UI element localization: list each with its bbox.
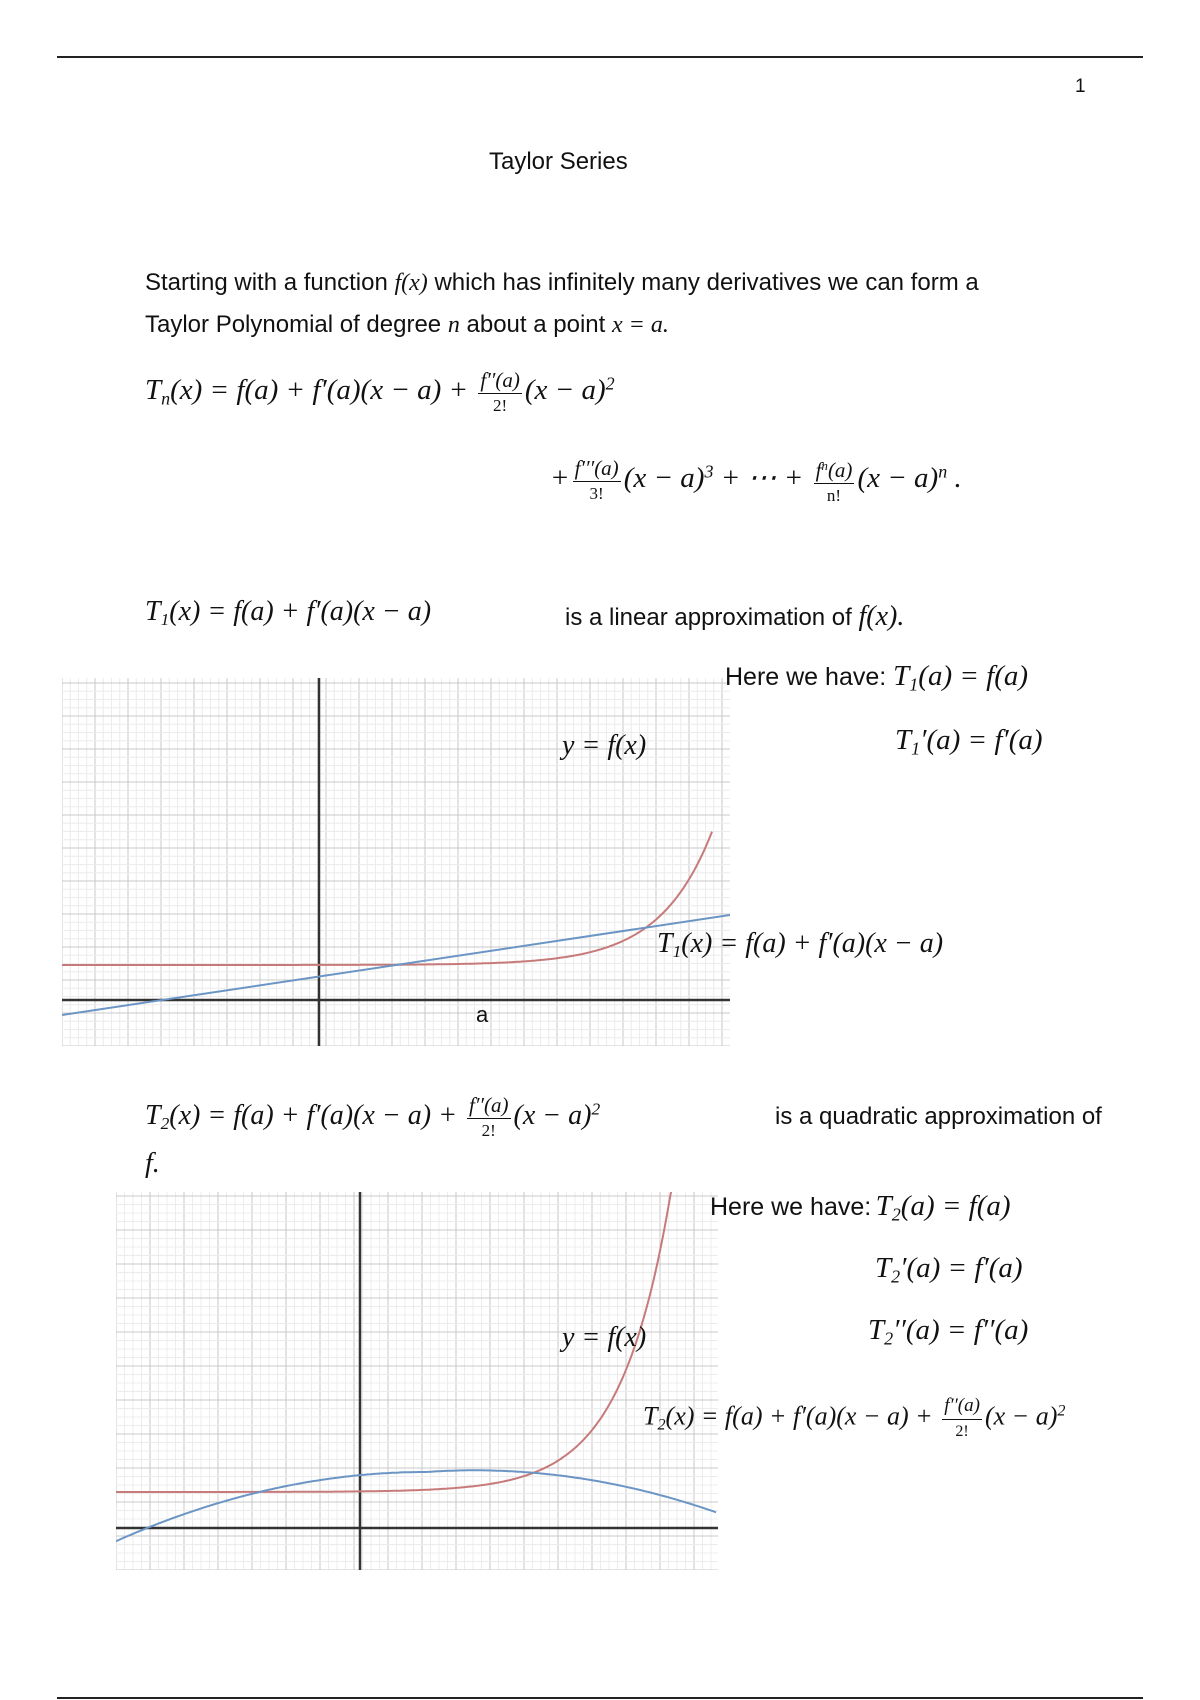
third-derivative-fraction: $\frac{f'''(a)}{3!}$ (574, 456, 619, 504)
nth-derivative-fraction: $\frac{f^n(a)}{n!}$ (814, 454, 855, 507)
page-title: Taylor Series (489, 148, 628, 175)
graph2-curve-label: y = f(x) (562, 1322, 647, 1353)
intro-paragraph (145, 262, 979, 346)
quadratic-approx-formula: $T_2(x) = f(a) + f'(a)(x - a)$ + $\frac{f''(a)}{2!}$ $(x - a)^2$ (145, 1093, 601, 1140)
graph2-approx-label: $T_2(x) = f(a) + f'(a)(x - a)$ + $\frac{f''(a)}{2!}$ $(x - a)^2$ (643, 1395, 1066, 1440)
graph1-tangent-label: $T_1(x) = f(a) + f'(a)(x - a)$ (657, 928, 944, 962)
page-number: 1 (1075, 76, 1086, 97)
graph1-curve-label: y = f(x) (562, 730, 647, 761)
quadratic-condition-derivative: $T_2'(a) = f'(a)$ (875, 1252, 1023, 1287)
intro-line-2: Taylor Polynomial of degree n about a point x = a. (145, 311, 669, 338)
taylor-formula-line-2: + $\frac{f'''(a)}{3!}$ $(x - a)^3$ + ⋯ + $\frac{f^n(a)}{n!}$ $(x - a)^n$ . (550, 454, 962, 507)
bottom-rule (57, 1697, 1143, 1699)
linear-approx-formula: $T_1(x) = f(a) + f'(a)(x - a)$ (145, 596, 432, 630)
linear-condition-derivative: $T_1'(a) = f'(a)$ (895, 724, 1043, 759)
quadratic-desc-f: f. (145, 1148, 160, 1179)
grid (116, 1192, 718, 1570)
quadratic-conditions: Here we have: $T_2(a) = f(a)$ (710, 1190, 1011, 1225)
top-rule (57, 56, 1143, 58)
quadratic-approximation-graph (116, 1192, 718, 1570)
linear-approx-description: is a linear approximation of f(x). (565, 601, 905, 632)
graph1-point-label: a (476, 1002, 489, 1027)
quadratic-condition-second-derivative: $T_2''(a) = f''(a)$ (868, 1314, 1029, 1349)
quadratic-approx-description: is a quadratic approximation of (775, 1103, 1102, 1130)
taylor-formula-line-1: $T_n(x) = f(a) + f'(a)(x - a)$ + $\frac{f''(a)}{2!}$ $(x - a)^2$ (145, 368, 615, 415)
intro-line-1: Starting with a function f(x) which has infinitely many derivatives we can form a (145, 269, 979, 296)
linear-conditions: Here we have: $T_1(a) = f(a)$ (725, 660, 1029, 695)
second-derivative-fraction: $\frac{f''(a)}{2!}$ (480, 368, 520, 415)
